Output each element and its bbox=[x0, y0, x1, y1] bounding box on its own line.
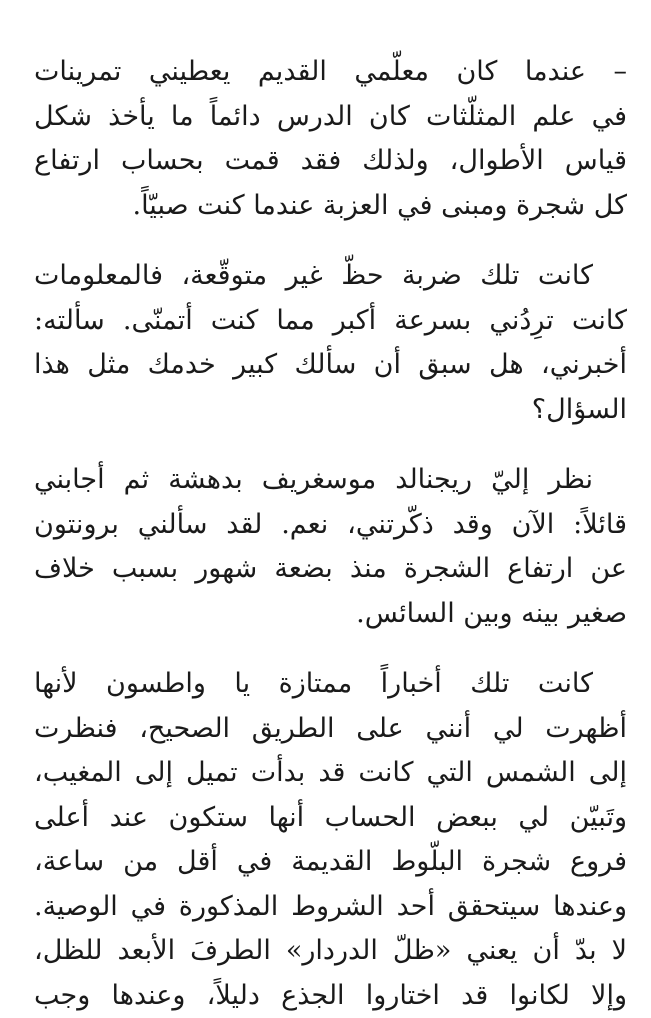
text-line: – عندما كان معلّمي القديم يعطيني تمرينات bbox=[34, 50, 627, 95]
text-line: وتَبيّن لي ببعض الحساب أنها ستكون عند أعلى bbox=[34, 796, 627, 841]
text-line: كانت تلك ضربة حظّ غير متوقّعة، فالمعلومات bbox=[34, 254, 627, 299]
text-line: السؤال؟ bbox=[34, 388, 627, 433]
text-line: في علم المثلّثات كان الدرس دائماً ما يأخذ شكل bbox=[34, 95, 627, 140]
paragraph-2 bbox=[34, 254, 627, 432]
text-line: عن ارتفاع الشجرة منذ بضعة شهور بسبب خلاف bbox=[34, 547, 627, 592]
text-line: كانت ترِدُني بسرعة أكبر مما كنت أتمنّى. سألته: bbox=[34, 299, 627, 344]
text-line: وعندها سيتحقق أحد الشروط المذكورة في الوصية. bbox=[34, 885, 627, 930]
paragraph-3 bbox=[34, 458, 627, 636]
text-line: أظهرت لي أنني على الطريق الصحيح، فنظرت bbox=[34, 707, 627, 752]
text-line: أخبرني، هل سبق أن سألك كبير خدمك مثل هذا bbox=[34, 343, 627, 388]
text-line: قياس الأطوال، ولذلك فقد قمت بحساب ارتفاع bbox=[34, 139, 627, 184]
text-line: وإلا لكانوا قد اختاروا الجذع دليلاً، وعندها وجب bbox=[34, 974, 627, 1018]
text-line: نظر إليّ ريجنالد موسغريف بدهشة ثم أجابني bbox=[34, 458, 627, 503]
text-line: كل شجرة ومبنى في العزبة عندما كنت صبيّاً. bbox=[34, 184, 627, 229]
text-line: قائلاً: الآن وقد ذكّرتني، نعم. لقد سألني برونتون bbox=[34, 503, 627, 548]
text-line: كانت تلك أخباراً ممتازة يا واطسون لأنها bbox=[34, 662, 627, 707]
text-line: صغير بينه وبين السائس. bbox=[34, 592, 627, 637]
text-line: إلى الشمس التي كانت قد بدأت تميل إلى المغيب، bbox=[34, 751, 627, 796]
text-line: لا بدّ أن يعني «ظلّ الدردار» الطرفَ الأبعد للظل، bbox=[34, 929, 627, 974]
paragraph-1 bbox=[34, 50, 627, 228]
paragraph-4 bbox=[34, 662, 627, 1018]
text-line: فروع شجرة البلّوط القديمة في أقل من ساعة، bbox=[34, 840, 627, 885]
